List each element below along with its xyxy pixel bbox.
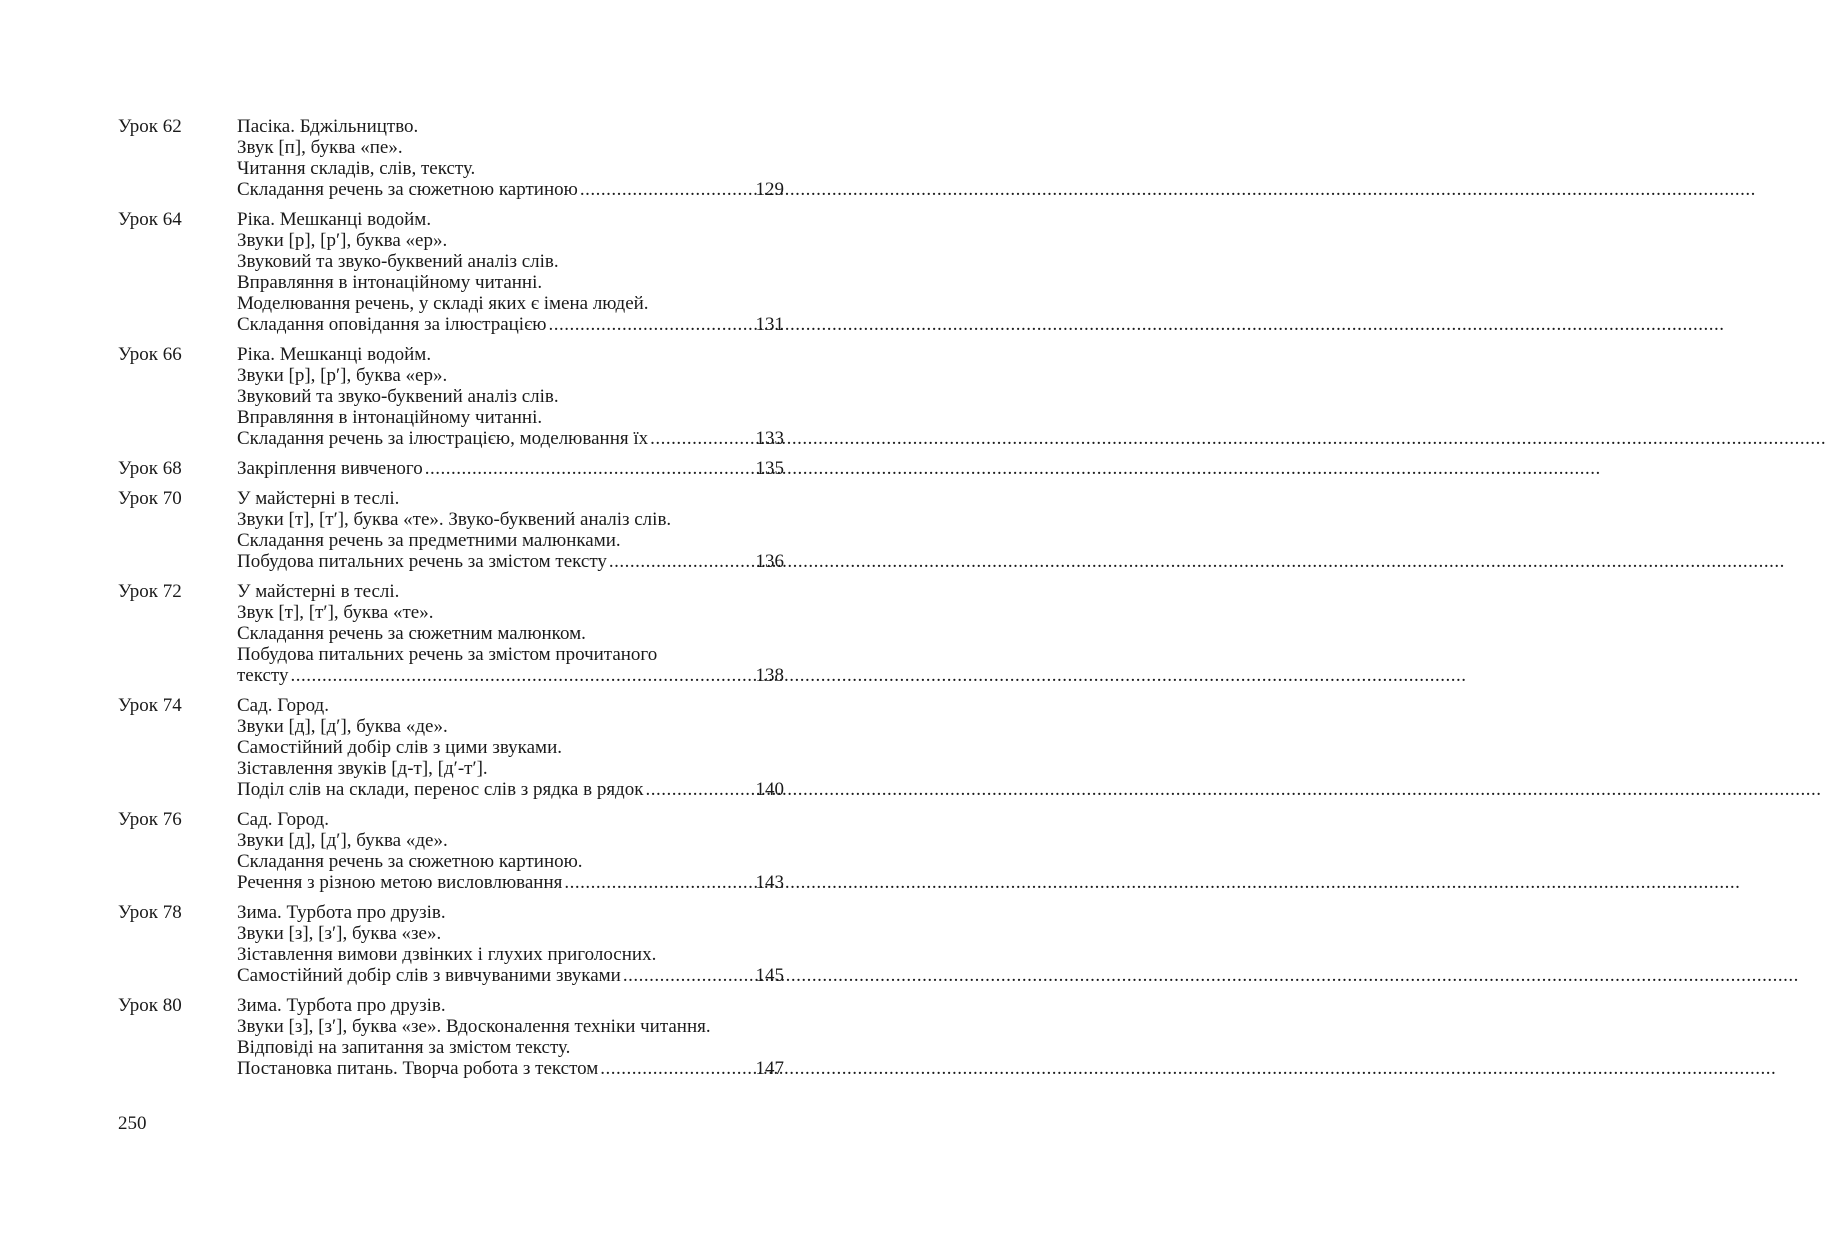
topic-line-with-page bbox=[237, 665, 784, 686]
topic-line: Ріка. Мешканці водойм. bbox=[237, 344, 432, 365]
lesson-label: Урок 64 bbox=[118, 209, 182, 230]
topic-line-with-page bbox=[237, 779, 784, 800]
lesson-label: Урок 78 bbox=[118, 902, 182, 923]
lesson-label: Урок 72 bbox=[118, 581, 182, 602]
topic-line: У майстерні в теслі. bbox=[237, 581, 400, 602]
topic-line: Сад. Город. bbox=[237, 695, 329, 716]
topic-line-with-page bbox=[237, 965, 784, 986]
topic-line: Звуки [р], [р′], буква «ер». bbox=[237, 365, 448, 386]
topic-line: Закріплення вивченого bbox=[237, 458, 423, 479]
topic-line: Звук [п], буква «пе». bbox=[237, 137, 403, 158]
dot-leader bbox=[643, 779, 755, 800]
topic-line-with-page bbox=[237, 314, 784, 335]
table-of-contents bbox=[118, 116, 784, 1088]
toc-entry bbox=[118, 209, 784, 335]
topic-line-with-page bbox=[237, 1058, 784, 1079]
page-reference: 131 bbox=[755, 314, 784, 335]
dot-leader bbox=[423, 458, 756, 479]
topic-line-with-page bbox=[237, 179, 784, 200]
toc-entry bbox=[118, 581, 784, 686]
toc-entry bbox=[118, 344, 784, 449]
lesson-topics bbox=[237, 488, 784, 572]
lesson-topics bbox=[237, 458, 784, 479]
page-reference: 140 bbox=[755, 779, 784, 800]
dot-leader bbox=[598, 1058, 755, 1079]
topic-line: Вправляння в інтонаційному читанні. bbox=[237, 407, 543, 428]
topic-line-with-page bbox=[237, 458, 784, 479]
topic-line: Відповіді на запитання за змістом тексту. bbox=[237, 1037, 571, 1058]
lesson-label: Урок 80 bbox=[118, 995, 182, 1016]
topic-line: Моделювання речень, у складі яких є імена людей. bbox=[237, 293, 649, 314]
page-reference: 143 bbox=[755, 872, 784, 893]
topic-line: Звуковий та звуко-буквений аналіз слів. bbox=[237, 386, 559, 407]
lesson-topics bbox=[237, 209, 784, 335]
topic-line: Звуки [з], [з′], буква «зе». bbox=[237, 923, 442, 944]
dot-leader bbox=[546, 314, 755, 335]
lesson-topics bbox=[237, 995, 784, 1079]
topic-line: Побудова питальних речень за змістом прочитаного bbox=[237, 644, 658, 665]
topic-line: Звуки [т], [т′], буква «те». Звуко-буквений аналіз слів. bbox=[237, 509, 672, 530]
dot-leader bbox=[607, 551, 756, 572]
topic-line: Складання речень за предметними малюнками. bbox=[237, 530, 621, 551]
topic-line: Звук [т], [т′], буква «те». bbox=[237, 602, 434, 623]
dot-leader bbox=[562, 872, 755, 893]
topic-line: Зима. Турбота про друзів. bbox=[237, 995, 446, 1016]
topic-line: Самостійний добір слів з цими звуками. bbox=[237, 737, 562, 758]
topic-line: Поділ слів на склади, перенос слів з рядка в рядок bbox=[237, 779, 644, 800]
topic-line-with-page bbox=[237, 551, 784, 572]
topic-line: Зима. Турбота про друзів. bbox=[237, 902, 446, 923]
dot-leader bbox=[648, 428, 755, 449]
page-reference: 147 bbox=[755, 1058, 784, 1079]
lesson-label: Урок 76 bbox=[118, 809, 182, 830]
lesson-topics bbox=[237, 902, 784, 986]
topic-line: Складання речень за сюжетною картиною. bbox=[237, 851, 583, 872]
topic-line: Пасіка. Бджільництво. bbox=[237, 116, 419, 137]
lesson-topics bbox=[237, 344, 784, 449]
toc-entry bbox=[118, 995, 784, 1079]
topic-line: Самостійний добір слів з вивчуваними звуками bbox=[237, 965, 621, 986]
topic-line: Складання речень за сюжетною картиною bbox=[237, 179, 578, 200]
topic-line: Звуки [з], [з′], буква «зе». Вдосконалення техніки читання. bbox=[237, 1016, 711, 1037]
lesson-label: Урок 74 bbox=[118, 695, 182, 716]
toc-entry bbox=[118, 809, 784, 893]
topic-line: Складання оповідання за ілюстрацією bbox=[237, 314, 547, 335]
page-reference: 138 bbox=[755, 665, 784, 686]
dot-leader bbox=[621, 965, 756, 986]
toc-entry bbox=[118, 488, 784, 572]
dot-leader bbox=[578, 179, 756, 200]
lesson-label: Урок 70 bbox=[118, 488, 182, 509]
topic-line: Звуки [д], [д′], буква «де». bbox=[237, 716, 448, 737]
lesson-topics bbox=[237, 116, 784, 200]
toc-entry bbox=[118, 458, 784, 479]
toc-entry bbox=[118, 902, 784, 986]
page-reference: 135 bbox=[755, 458, 784, 479]
topic-line: Постановка питань. Творча робота з текстом bbox=[237, 1058, 599, 1079]
topic-line: Звуковий та звуко-буквений аналіз слів. bbox=[237, 251, 559, 272]
toc-entry bbox=[118, 116, 784, 200]
lesson-label: Урок 68 bbox=[118, 458, 182, 479]
topic-line: Зіставлення звуків [д-т], [д′-т′]. bbox=[237, 758, 488, 779]
lesson-topics bbox=[237, 809, 784, 893]
lesson-topics bbox=[237, 581, 784, 686]
topic-line: Складання речень за ілюстрацією, моделювання їх bbox=[237, 428, 649, 449]
topic-line: Читання складів, слів, тексту. bbox=[237, 158, 476, 179]
lesson-label: Урок 66 bbox=[118, 344, 182, 365]
topic-line: Зіставлення вимови дзвінких і глухих приголосних. bbox=[237, 944, 657, 965]
page-number: 250 bbox=[118, 1113, 147, 1134]
dot-leader bbox=[288, 665, 755, 686]
topic-line: тексту bbox=[237, 665, 289, 686]
topic-line: У майстерні в теслі. bbox=[237, 488, 400, 509]
topic-line: Ріка. Мешканці водойм. bbox=[237, 209, 432, 230]
topic-line: Сад. Город. bbox=[237, 809, 329, 830]
toc-entry bbox=[118, 695, 784, 800]
page-reference: 136 bbox=[755, 551, 784, 572]
topic-line: Речення з різною метою висловлювання bbox=[237, 872, 563, 893]
topic-line: Звуки [р], [р′], буква «ер». bbox=[237, 230, 448, 251]
lesson-label: Урок 62 bbox=[118, 116, 182, 137]
page-reference: 145 bbox=[755, 965, 784, 986]
page-reference: 133 bbox=[755, 428, 784, 449]
page-reference: 129 bbox=[755, 179, 784, 200]
topic-line: Вправляння в інтонаційному читанні. bbox=[237, 272, 543, 293]
topic-line-with-page bbox=[237, 872, 784, 893]
topic-line-with-page bbox=[237, 428, 784, 449]
topic-line: Звуки [д], [д′], буква «де». bbox=[237, 830, 448, 851]
topic-line: Побудова питальних речень за змістом тексту bbox=[237, 551, 607, 572]
topic-line: Складання речень за сюжетним малюнком. bbox=[237, 623, 586, 644]
lesson-topics bbox=[237, 695, 784, 800]
